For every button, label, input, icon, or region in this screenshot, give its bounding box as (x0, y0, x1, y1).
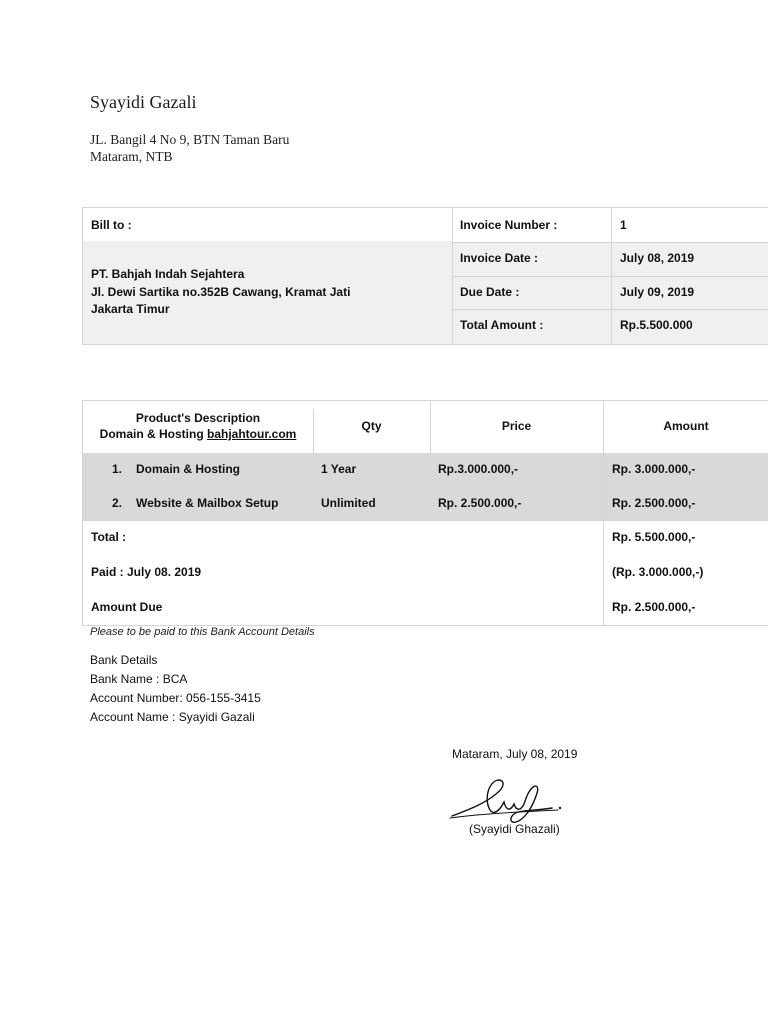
website-link[interactable]: bahjahtour.com (207, 427, 297, 441)
bill-to-header-cell (83, 208, 452, 241)
item-qty: 1 Year (321, 462, 357, 476)
description-header-line2 (83, 427, 313, 441)
account-number: Account Number: 056-155-3415 (90, 691, 261, 705)
handwritten-signature (448, 770, 573, 830)
item-amount: Rp. 3.000.000,- (612, 462, 696, 476)
item-number: 1. (112, 462, 123, 476)
item-description: Domain & Hosting (136, 462, 240, 476)
row-divider (83, 520, 768, 521)
billing-table (82, 207, 768, 345)
account-name: Account Name : Syayidi Gazali (90, 710, 255, 724)
invoice-date-label: Invoice Date : (460, 251, 539, 265)
invoice-number-label: Invoice Number : (460, 218, 558, 232)
bank-name: Bank Name : BCA (90, 672, 188, 686)
bill-to-address-line1: Jl. Dewi Sartika no.352B Cawang, Kramat Jati (91, 285, 351, 299)
item-price: Rp.3.000.000,- (438, 462, 519, 476)
total-amount-value: Rp.5.500.000 (620, 318, 693, 332)
paid-value: (Rp. 3.000.000,-) (612, 565, 704, 579)
sender-address (90, 131, 289, 165)
signer-name: (Syayidi Ghazali) (469, 822, 560, 836)
total-value: Rp. 5.500.000,- (612, 530, 696, 544)
products-table (82, 400, 768, 626)
total-amount-label: Total Amount : (460, 318, 544, 332)
column-divider (611, 208, 612, 344)
bank-details-title: Bank Details (90, 653, 158, 667)
payment-note: Please to be paid to this Bank Account Details (90, 626, 315, 638)
invoice-number-value: 1 (620, 218, 627, 232)
bank-details (90, 651, 261, 727)
due-date-value: July 09, 2019 (620, 285, 695, 299)
sender-name: Syayidi Gazali (90, 92, 197, 112)
column-divider (603, 401, 604, 625)
amount-header: Amount (663, 419, 709, 433)
description-header-prefix: Domain & Hosting (99, 427, 207, 441)
sender-address-line2: Mataram, NTB (90, 149, 173, 164)
bill-to-address-line2: Jakarta Timur (91, 302, 170, 316)
item-description: Website & Mailbox Setup (136, 496, 279, 510)
bill-to-company: PT. Bahjah Indah Sejahtera (91, 267, 245, 281)
amount-due-value: Rp. 2.500.000,- (612, 600, 696, 614)
invoice-date-value: July 08, 2019 (620, 251, 695, 265)
item-number: 2. (112, 496, 123, 510)
item-qty: Unlimited (321, 496, 376, 510)
qty-header: Qty (361, 419, 382, 433)
amount-due-label: Amount Due (91, 600, 163, 614)
item-amount: Rp. 2.500.000,- (612, 496, 696, 510)
price-header: Price (501, 419, 532, 433)
sender-address-line1: JL. Bangil 4 No 9, BTN Taman Baru (90, 132, 290, 147)
description-header (83, 411, 313, 441)
bill-to-label: Bill to : (91, 218, 132, 232)
due-date-label: Due Date : (460, 285, 520, 299)
column-divider (452, 208, 453, 344)
signature-place-date: Mataram, July 08, 2019 (452, 747, 578, 761)
description-header-line1: Product's Description (135, 411, 261, 425)
paid-label: Paid : July 08. 2019 (91, 565, 202, 579)
total-label: Total : (91, 530, 127, 544)
item-price: Rp. 2.500.000,- (438, 496, 522, 510)
